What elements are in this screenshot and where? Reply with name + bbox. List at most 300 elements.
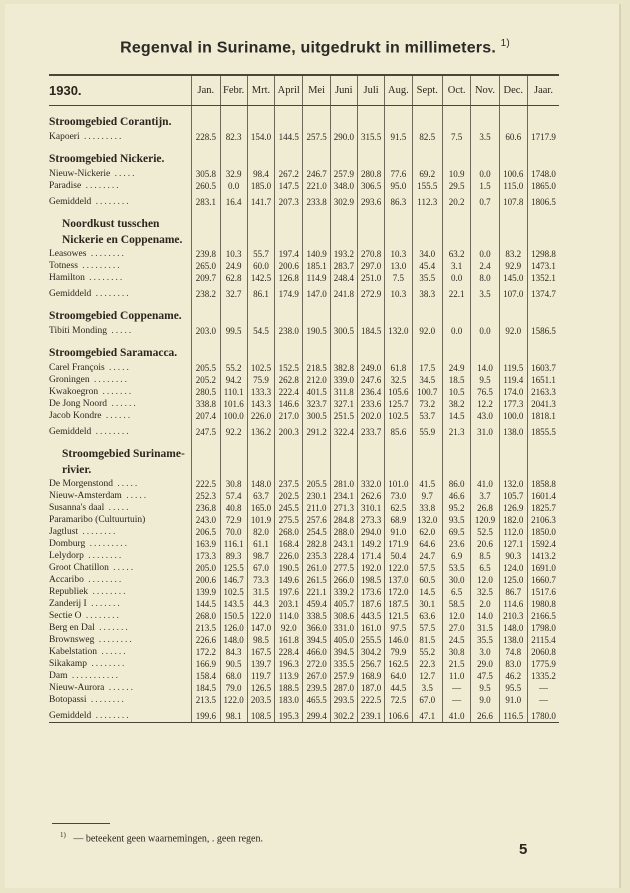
column-header: April — [275, 75, 303, 106]
footnote-mark: 1) — [60, 831, 66, 839]
table-cell: 10.5 — [442, 386, 470, 398]
table-cell: 124.0 — [499, 562, 527, 574]
table-cell: 146.6 — [275, 398, 303, 410]
empty-cell — [275, 106, 303, 115]
station-name — [49, 574, 192, 586]
empty-cell — [471, 151, 499, 168]
empty-cell — [330, 216, 357, 248]
table-cell: 288.0 — [330, 526, 357, 538]
table-cell: 110.1 — [220, 386, 247, 398]
table-cell: 1298.8 — [527, 248, 559, 260]
empty-cell — [527, 446, 559, 478]
table-cell: 69.5 — [442, 526, 470, 538]
table-cell: 310.1 — [357, 502, 384, 514]
table-cell: 127.1 — [499, 538, 527, 550]
table-cell: 79.9 — [385, 646, 412, 658]
table-cell: 6.9 — [442, 550, 470, 562]
empty-cell — [275, 300, 303, 308]
table-cell: 200.6 — [192, 574, 220, 586]
table-cell: 62.5 — [385, 502, 412, 514]
empty-cell — [499, 106, 527, 115]
table-cell: 32.5 — [471, 586, 499, 598]
table-cell: 32.9 — [220, 168, 247, 180]
leader-dots: ...... — [107, 399, 138, 409]
title-text: Regenval in Suriname, uitgedrukt in millimeters. — [120, 39, 496, 57]
table-cell: 91.0 — [385, 526, 412, 538]
table-cell: 190.5 — [275, 562, 303, 574]
table-cell: 287.0 — [330, 682, 357, 694]
leader-dots: ..... — [108, 563, 136, 573]
table-cell: 92.0 — [412, 325, 442, 337]
station-name — [49, 598, 192, 610]
empty-cell — [192, 438, 220, 446]
empty-cell — [247, 345, 274, 362]
table-cell: 1651.1 — [527, 374, 559, 386]
table-cell: 108.5 — [247, 710, 274, 723]
table-cell: 82.3 — [220, 131, 247, 143]
row-label-text: Jacob Kondre — [49, 411, 102, 421]
table-cell: 10.9 — [442, 168, 470, 180]
row-label-text: Zanderij I — [49, 599, 87, 609]
table-cell: 68.9 — [385, 514, 412, 526]
table-cell: 209.7 — [192, 272, 220, 284]
mean-row — [49, 710, 559, 723]
table-cell: 33.8 — [412, 502, 442, 514]
row-label-text: Dam — [49, 671, 68, 681]
table-cell: 62.8 — [220, 272, 247, 284]
leader-dots: ..... — [107, 326, 134, 336]
table-cell: 283.1 — [192, 196, 220, 208]
table-cell: 12.0 — [471, 574, 499, 586]
table-cell: 83.0 — [499, 658, 527, 670]
table-cell: 243.1 — [330, 538, 357, 550]
empty-cell — [275, 114, 303, 131]
spacer-cell — [49, 438, 192, 446]
table-cell: 162.5 — [385, 658, 412, 670]
table-cell: 338.8 — [192, 398, 220, 410]
table-cell: 86.0 — [442, 478, 470, 490]
empty-cell — [357, 337, 384, 345]
table-cell: 147.0 — [303, 288, 330, 300]
empty-cell — [275, 208, 303, 216]
empty-cell — [192, 300, 220, 308]
empty-cell — [527, 308, 559, 325]
table-cell: 147.0 — [247, 622, 274, 634]
spacer-row — [49, 337, 559, 345]
table-cell: 187.5 — [385, 598, 412, 610]
table-cell: 72.5 — [385, 694, 412, 706]
spacer-row — [49, 438, 559, 446]
section-heading: Noordkust tusschen Nickerie en Coppename. — [62, 218, 183, 246]
table-cell: 12.2 — [471, 398, 499, 410]
table-cell: 255.5 — [357, 634, 384, 646]
table-cell: 248.4 — [330, 272, 357, 284]
table-cell: 158.4 — [192, 670, 220, 682]
section-heading: Stroomgebied Coppename. — [49, 310, 182, 322]
table-cell: 90.3 — [499, 550, 527, 562]
table-cell: 1717.9 — [527, 131, 559, 143]
table-cell: 2115.4 — [527, 634, 559, 646]
table-cell: 3.5 — [412, 682, 442, 694]
table-cell: 197.4 — [275, 248, 303, 260]
table-row — [49, 386, 559, 398]
table-cell: 86.7 — [499, 586, 527, 598]
table-cell: 239.1 — [357, 710, 384, 723]
table-cell: 32.5 — [385, 374, 412, 386]
empty-cell — [412, 308, 442, 325]
table-cell: 112.3 — [412, 196, 442, 208]
table-cell: 144.5 — [275, 131, 303, 143]
table-cell: 261.0 — [303, 562, 330, 574]
table-cell: 1335.2 — [527, 670, 559, 682]
table-cell: 221.1 — [303, 586, 330, 598]
table-cell: 86.3 — [385, 196, 412, 208]
table-cell: 184.5 — [357, 325, 384, 337]
section-heading-row — [49, 114, 559, 131]
table-cell: 125.5 — [220, 562, 247, 574]
leader-dots: ..... — [121, 491, 149, 501]
table-cell: 1691.0 — [527, 562, 559, 574]
empty-cell — [471, 106, 499, 115]
table-row — [49, 514, 559, 526]
table-cell: 268.0 — [275, 526, 303, 538]
leader-dots: ......... — [85, 539, 129, 549]
empty-cell — [499, 308, 527, 325]
table-cell: 2041.3 — [527, 398, 559, 410]
table-cell: 149.2 — [357, 538, 384, 550]
table-cell: 261.5 — [303, 574, 330, 586]
leader-dots: ...... — [101, 411, 133, 421]
table-cell: 121.5 — [385, 610, 412, 622]
row-label-text: Gemiddeld — [49, 289, 92, 299]
table-cell: 266.0 — [330, 574, 357, 586]
table-cell: 226.6 — [192, 634, 220, 646]
table-cell: 190.5 — [303, 325, 330, 337]
row-label-text: Paramaribo (Cultuurtuin) — [49, 515, 146, 525]
table-cell: 1825.7 — [527, 502, 559, 514]
table-cell: 12.0 — [442, 610, 470, 622]
table-cell: 284.8 — [330, 514, 357, 526]
table-cell: 246.7 — [303, 168, 330, 180]
table-cell: 188.5 — [275, 682, 303, 694]
table-cell: 2.0 — [471, 598, 499, 610]
empty-cell — [412, 438, 442, 446]
station-name — [49, 490, 192, 502]
empty-cell — [220, 446, 247, 478]
table-cell: 1980.8 — [527, 598, 559, 610]
spacer-row — [49, 208, 559, 216]
empty-cell — [527, 208, 559, 216]
leader-dots: ........ — [84, 273, 125, 283]
table-cell: 22.1 — [442, 288, 470, 300]
table-row — [49, 374, 559, 386]
table-cell: 105.7 — [499, 490, 527, 502]
row-label-text: Nieuw-Amsterdam — [49, 491, 122, 501]
row-label-text: Groningen — [49, 375, 90, 385]
table-cell: 21.3 — [442, 426, 470, 438]
empty-cell — [220, 345, 247, 362]
table-row — [49, 670, 559, 682]
table-cell: 57.5 — [412, 622, 442, 634]
table-cell: 139.9 — [192, 586, 220, 598]
leader-dots: ........ — [91, 711, 131, 721]
empty-cell — [192, 308, 220, 325]
spacer-row — [49, 300, 559, 308]
table-cell: 82.0 — [247, 526, 274, 538]
empty-cell — [247, 151, 274, 168]
table-cell: 143.5 — [220, 598, 247, 610]
table-cell: 222.5 — [192, 478, 220, 490]
table-cell: 238.0 — [275, 325, 303, 337]
table-cell: 290.0 — [330, 131, 357, 143]
table-cell: 1818.1 — [527, 410, 559, 422]
leader-dots: ....... — [94, 623, 130, 633]
table-cell: 203.1 — [275, 598, 303, 610]
empty-cell — [385, 446, 412, 478]
station-name — [49, 646, 192, 658]
table-cell: 228.4 — [275, 646, 303, 658]
table-cell: 308.6 — [330, 610, 357, 622]
table-cell: 95.2 — [442, 502, 470, 514]
empty-cell — [442, 216, 470, 248]
column-header: Oct. — [442, 75, 470, 106]
leader-dots: ........ — [88, 587, 128, 597]
table-cell: 275.5 — [275, 514, 303, 526]
table-cell: 67.0 — [247, 562, 274, 574]
empty-cell — [357, 106, 384, 115]
row-label-text: Brownsweg — [49, 635, 95, 645]
table-cell: 112.0 — [499, 526, 527, 538]
row-label-text: De Morgenstond — [49, 479, 113, 489]
table-cell: 26.6 — [471, 710, 499, 723]
table-cell: 168.9 — [357, 670, 384, 682]
table-cell: 315.5 — [357, 131, 384, 143]
table-cell: 67.0 — [412, 694, 442, 706]
row-label-text: Groot Chatillon — [49, 563, 109, 573]
table-cell: 126.8 — [275, 272, 303, 284]
table-cell: 202.5 — [275, 490, 303, 502]
table-cell: 172.0 — [385, 586, 412, 598]
empty-cell — [275, 151, 303, 168]
section-heading-row — [49, 308, 559, 325]
leader-dots: ..... — [110, 169, 137, 179]
table-cell: 18.5 — [442, 374, 470, 386]
table-cell: 205.0 — [192, 562, 220, 574]
table-cell: 161.8 — [275, 634, 303, 646]
section-heading-row — [49, 446, 559, 478]
table-cell: 294.0 — [357, 526, 384, 538]
table-cell: 46.6 — [442, 490, 470, 502]
table-cell: 187.6 — [357, 598, 384, 610]
station-name — [49, 180, 192, 192]
table-cell: 114.9 — [303, 272, 330, 284]
empty-cell — [303, 106, 330, 115]
station-name — [49, 260, 192, 272]
leader-dots: ........ — [94, 635, 134, 645]
table-cell: 63.2 — [442, 248, 470, 260]
table-cell: 32.7 — [220, 288, 247, 300]
table-row — [49, 490, 559, 502]
table-cell: 2163.3 — [527, 386, 559, 398]
page-title — [0, 38, 630, 57]
table-cell: 212.0 — [303, 374, 330, 386]
table-cell: 38.2 — [442, 398, 470, 410]
table-cell: 8.5 — [471, 550, 499, 562]
table-cell: 23.6 — [442, 538, 470, 550]
table-cell: 93.5 — [442, 514, 470, 526]
table-cell: 61.1 — [247, 538, 274, 550]
empty-cell — [499, 345, 527, 362]
table-cell: 114.0 — [275, 610, 303, 622]
empty-cell — [303, 300, 330, 308]
table-cell: 173.3 — [192, 550, 220, 562]
table-cell: 102.5 — [247, 362, 274, 374]
table-cell: 0.0 — [220, 180, 247, 192]
empty-cell — [527, 106, 559, 115]
table-cell: 236.4 — [357, 386, 384, 398]
empty-cell — [247, 438, 274, 446]
spacer-cell — [49, 143, 192, 151]
table-cell: 55.2 — [412, 646, 442, 658]
row-label-text: Kwakoegron — [49, 387, 99, 397]
table-cell: 405.7 — [330, 598, 357, 610]
station-name — [49, 398, 192, 410]
empty-cell — [303, 345, 330, 362]
column-header: Mei — [303, 75, 330, 106]
table-cell: 206.5 — [192, 526, 220, 538]
table-cell: 100.0 — [220, 410, 247, 422]
row-label-text: Domburg — [49, 539, 86, 549]
table-cell: 1660.7 — [527, 574, 559, 586]
table-body — [49, 106, 559, 723]
table-cell: 173.6 — [357, 586, 384, 598]
table-cell: 394.5 — [330, 646, 357, 658]
table-cell: 339.0 — [330, 374, 357, 386]
table-cell: 132.0 — [412, 514, 442, 526]
table-cell: 126.0 — [220, 622, 247, 634]
table-row — [49, 398, 559, 410]
table-cell: 163.9 — [192, 538, 220, 550]
empty-cell — [357, 216, 384, 248]
empty-cell — [192, 345, 220, 362]
table-cell: 394.5 — [303, 634, 330, 646]
table-cell: 262.6 — [357, 490, 384, 502]
empty-cell — [471, 114, 499, 131]
leader-dots: ....... — [86, 599, 122, 609]
table-cell: 270.8 — [357, 248, 384, 260]
table-cell: 70.0 — [220, 526, 247, 538]
table-cell: 138.0 — [499, 634, 527, 646]
table-cell: 138.0 — [499, 426, 527, 438]
column-header: Jan. — [192, 75, 220, 106]
table-cell: 68.0 — [220, 670, 247, 682]
table-cell: 17.5 — [412, 362, 442, 374]
table-cell: 249.0 — [357, 362, 384, 374]
empty-cell — [442, 208, 470, 216]
table-cell: 1.5 — [471, 180, 499, 192]
empty-cell — [412, 106, 442, 115]
empty-cell — [412, 337, 442, 345]
table-cell: 14.0 — [471, 362, 499, 374]
station-name — [49, 410, 192, 422]
table-cell: 239.5 — [303, 682, 330, 694]
mean-row — [49, 426, 559, 438]
table-cell: 45.4 — [412, 260, 442, 272]
empty-cell — [357, 114, 384, 131]
table-cell: 144.5 — [192, 598, 220, 610]
table-cell: 9.7 — [412, 490, 442, 502]
table-cell: 98.5 — [247, 634, 274, 646]
table-row — [49, 410, 559, 422]
table-cell: 107.0 — [499, 288, 527, 300]
table-cell: 239.8 — [192, 248, 220, 260]
table-cell: 262.8 — [275, 374, 303, 386]
table-cell: 1517.6 — [527, 586, 559, 598]
table-cell: 283.7 — [330, 260, 357, 272]
row-label-text: Paradise — [49, 181, 82, 191]
leader-dots: ...... — [104, 683, 136, 693]
table-cell: 327.1 — [330, 398, 357, 410]
table-cell: 154.0 — [247, 131, 274, 143]
table-cell: 10.3 — [385, 288, 412, 300]
empty-cell — [330, 446, 357, 478]
table-cell: 193.2 — [330, 248, 357, 260]
table-cell: 91.5 — [385, 131, 412, 143]
spacer-cell — [49, 300, 192, 308]
empty-cell — [275, 446, 303, 478]
empty-cell — [275, 216, 303, 248]
table-cell: — — [442, 694, 470, 706]
table-cell: 50.4 — [385, 550, 412, 562]
table-cell: 217.0 — [275, 410, 303, 422]
station-name — [49, 526, 192, 538]
empty-cell — [527, 345, 559, 362]
table-row — [49, 272, 559, 284]
empty-cell — [192, 114, 220, 131]
mean-label — [49, 288, 192, 300]
table-cell: 57.5 — [412, 562, 442, 574]
row-label-text: Tibiti Monding — [49, 326, 107, 336]
leader-dots: ......... — [77, 261, 122, 271]
column-header: Nov. — [471, 75, 499, 106]
leader-dots: ..... — [112, 479, 140, 489]
empty-cell — [442, 300, 470, 308]
table-cell: 14.0 — [471, 610, 499, 622]
table-cell: 30.8 — [220, 478, 247, 490]
table-cell: 79.0 — [220, 682, 247, 694]
table-cell: 238.2 — [192, 288, 220, 300]
empty-cell — [471, 337, 499, 345]
table-cell: 277.5 — [330, 562, 357, 574]
spacer-cell — [49, 337, 192, 345]
table-cell: 100.0 — [499, 410, 527, 422]
row-label-text: Sikakamp — [49, 659, 87, 669]
empty-cell — [412, 446, 442, 478]
table-row — [49, 478, 559, 490]
table-cell: 31.5 — [471, 622, 499, 634]
leader-dots: ........ — [89, 375, 130, 385]
empty-cell — [471, 300, 499, 308]
table-cell: 9.0 — [471, 694, 499, 706]
table-cell: 195.3 — [275, 710, 303, 723]
table-cell: 119.4 — [499, 374, 527, 386]
table-cell: 228.4 — [330, 550, 357, 562]
station-name — [49, 272, 192, 284]
empty-cell — [385, 216, 412, 248]
table-row — [49, 325, 559, 337]
table-cell: 105.6 — [385, 386, 412, 398]
table-cell: 11.0 — [442, 670, 470, 682]
